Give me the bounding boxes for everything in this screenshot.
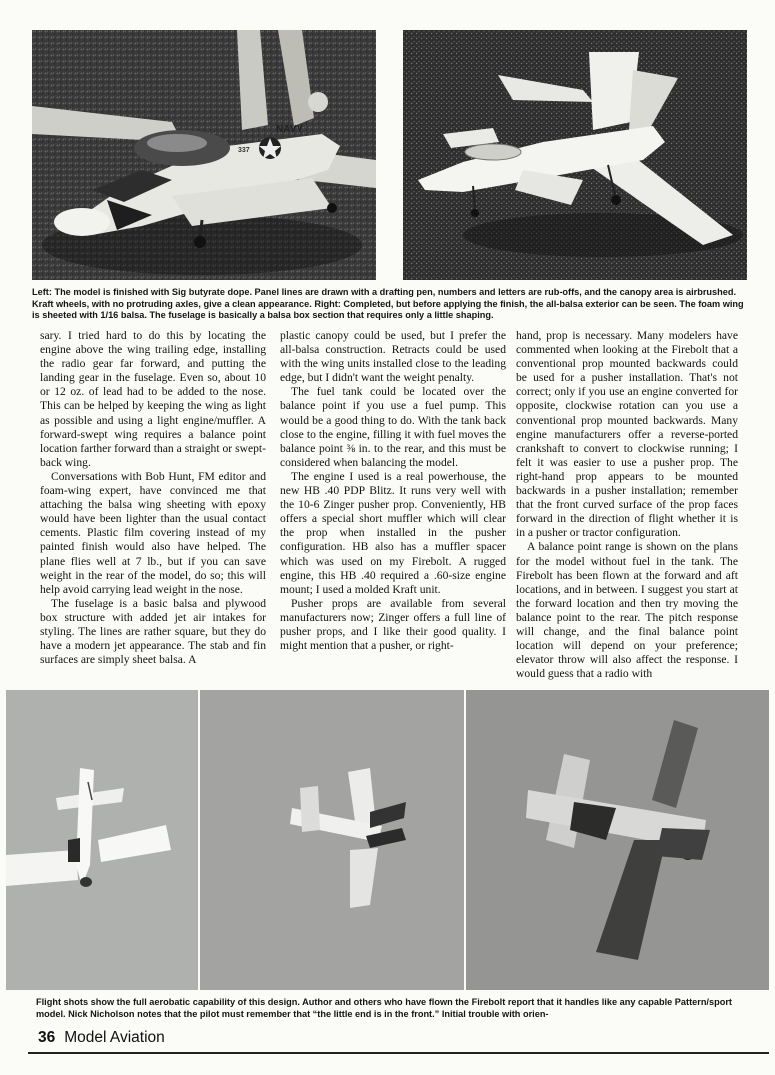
photo-finished-model [32,30,376,280]
aircraft-number-marking: 337 [238,147,250,154]
flight-photo-3 [466,690,769,990]
photo-unfinished-model [403,30,747,280]
text-column-2 [280,329,506,653]
top-photo-caption: Left: The model is finished with Sig butyrate dope. Panel lines are drawn with a drafting pen, numbers and letters are rub-offs, and the canopy area is airbrushed. Kraft wheels, with no protruding axles, give a clean appearance. Right: Completed, but before applying the finish, the all-balsa exterior can be seen. The foam wing is sheeted with 1/16 balsa. The fuselage is basically a balsa box section that requires only a little shaping. [32,287,744,320]
bottom-rule [28,1052,769,1054]
paragraph: The fuselage is a basic balsa and plywood box structure with added jet air intakes for styling. The lines are rather square, but they do have a modern jet appearance. The stab and fin surfaces are simply sheet balsa. A [40,596,266,667]
paragraph: A balance point range is shown on the plans for the model without fuel in the tank. The Firebolt has been flown at the forward and aft locations, and in between. I suggest you start at the forward location and then try moving the balance point to the rear. The pitch response will change, and the final balance point location will depend on your preference; elevator throw will also affect the response. I would guess that a radio with [516,540,738,681]
page-number: 36 [38,1029,56,1046]
bottom-photo-caption: Flight shots show the full aerobatic capability of this design. Author and others who have flown the Firebolt report that it handles like any capable Pattern/sport model. Nick Nicholson notes that the pilot must remember that “the little end is in the front.” Initial trouble with orien- [36,997,732,1019]
paragraph: hand, prop is necessary. Many modelers have commented when looking at the Firebolt that a conventional prop mounted backwards could be used for a pusher installation. That's not correct; only if you use an engine converted for opposite, clockwise rotation can you use a conventional prop mounted backwards. Many engine manufacturers offer a reverse-ported crankshaft to convert to clockwise running; I felt it was easier to use a pusher prop. The right-hand prop appears to be mounted backwards in a pusher installation; remember that the front curved surface of the prop faces forward in the direction of flight whether it is in a pusher or tractor configuration. [516,329,738,540]
paragraph: plastic canopy could be used, but I prefer the all-balsa construction. Retracts could be used with the wing units installed close to the leading edge, but I didn't want the weight penalty. [280,329,506,385]
paragraph: The engine I used is a real powerhouse, the new HB .40 PDP Blitz. It runs very well with the 10-6 Zinger pusher prop. Conveniently, HB offers a special short muffler which will clear the prop when installed in the pusher configuration. HB also has a muffler spacer which was used on my Firebolt. A rugged engine, this HB .40 required a .60-size engine mount; I used a molded Kraft unit. [280,469,506,596]
paragraph: The fuel tank could be located over the balance point if you use a fuel pump. This would be a good thing to do. With the tank back close to the engine, filling it with fuel moves the balance point ⅜ in. to the rear, and this must be considered when balancing the model. [280,385,506,469]
flight-photo-1 [6,690,198,990]
paragraph: Conversations with Bob Hunt, FM editor and foam-wing expert, have convinced me that attaching the balsa wing sheeting with epoxy would have been lighter than the usual contact cements. Plastic film covering instead of my painted finish would also have helped. The plane flies well at 7 lb., but if you can save weight in the rear of the model, do so; this will help avoid carrying lead weight in the nose. [40,469,266,596]
paragraph: sary. I tried hard to do this by locating the engine above the wing trailing edge, installing the radio gear far forward, and putting the landing gear in the fuselage. Even so, about 10 or 12 oz. of lead had to be added to the nose. This can be helped by keeping the wing as light as possible and using a light engine/muffler. A forward-swept wing requires a balance point location farther forward than a straight or swept-back wing. [40,329,266,469]
navy-marking: NAVY [276,124,304,135]
text-column-3 [516,329,738,681]
page-footer [38,1029,165,1047]
text-column-1 [40,329,266,667]
flight-photo-2 [200,690,464,990]
publication-name: Model Aviation [64,1029,165,1046]
paragraph: Pusher props are available from several manufacturers now; Zinger offers a full line of pusher props, and I like their good quality. I might mention that a pusher, or right- [280,596,506,653]
